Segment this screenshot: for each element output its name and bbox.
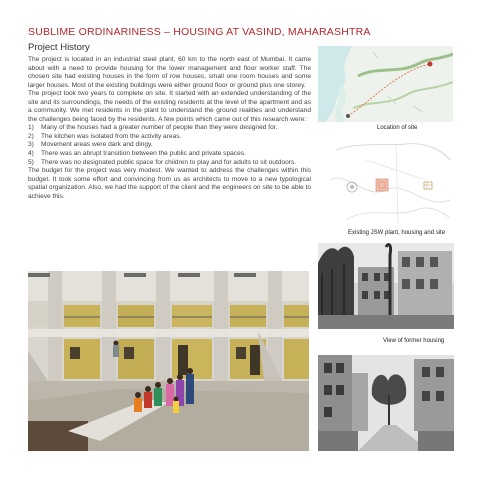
main-housing-photo — [28, 271, 309, 451]
former-caption: View of former housing — [383, 338, 445, 344]
paragraph-location: The project is located in an industrial steel plant, 60 km to the north east of Mumbai. It came about with a need to provide housing for the lower management and floor worker staff. The chosen site had existing houses in the form of row houses, small one room houses and some larger houses. Most of the existing buildings were either ground floor or ground plus one storey. — [28, 56, 311, 89]
list-text: There was no designated public space for children to play and for adults to sit outdoors. — [41, 158, 297, 166]
list-number: 2) — [28, 132, 34, 140]
list-number: 5) — [28, 158, 34, 166]
list-item — [28, 133, 311, 142]
list-item — [28, 124, 311, 133]
existing-caption: Existing JSW plant, housing and site — [348, 230, 446, 236]
location-caption: Location of site — [377, 125, 418, 131]
page-title: SUBLIME ORDINARINESS – HOUSING AT VASIND, MAHARASHTRA — [28, 26, 371, 38]
body-text — [28, 56, 311, 201]
list-item — [28, 159, 311, 168]
list-number: 1) — [28, 124, 34, 132]
list-text: The kitchen was isolated from the activity areas. — [41, 132, 182, 140]
list-number: 4) — [28, 150, 34, 158]
list-text: Many of the houses had a greater number of people than they were designed for. — [41, 124, 278, 132]
former-housing-photo — [318, 243, 454, 329]
site-plan — [326, 140, 452, 226]
paragraph-research: The project took two years to complete on site. It started with an extended understanding of the site and its surroundings, the needs of the existing residents at the level of the apartment and as a community. We met residents in the plant to understand the ground realities and understand the challenges being faced by the residents. A few points which came out of this research were: — [28, 90, 311, 123]
list-item — [28, 150, 311, 159]
street-view-photo — [318, 355, 454, 451]
section-heading: Project History — [28, 42, 90, 53]
location-map — [318, 46, 453, 122]
list-number: 3) — [28, 141, 34, 149]
list-item — [28, 141, 311, 150]
list-text: There was an abrupt transition between the public and private spaces. — [41, 150, 246, 158]
list-text: Movement areas were dark and dingy. — [41, 141, 153, 149]
paragraph-budget: The budget for the project was very modest. We wanted to address the challenges within this budget. It took some effort and convincing from us as architects to move to a new typological spatial organization. Also, we had the support of the client and the engineers on site to be able to achieve this. — [28, 167, 311, 200]
findings-list — [28, 124, 311, 167]
